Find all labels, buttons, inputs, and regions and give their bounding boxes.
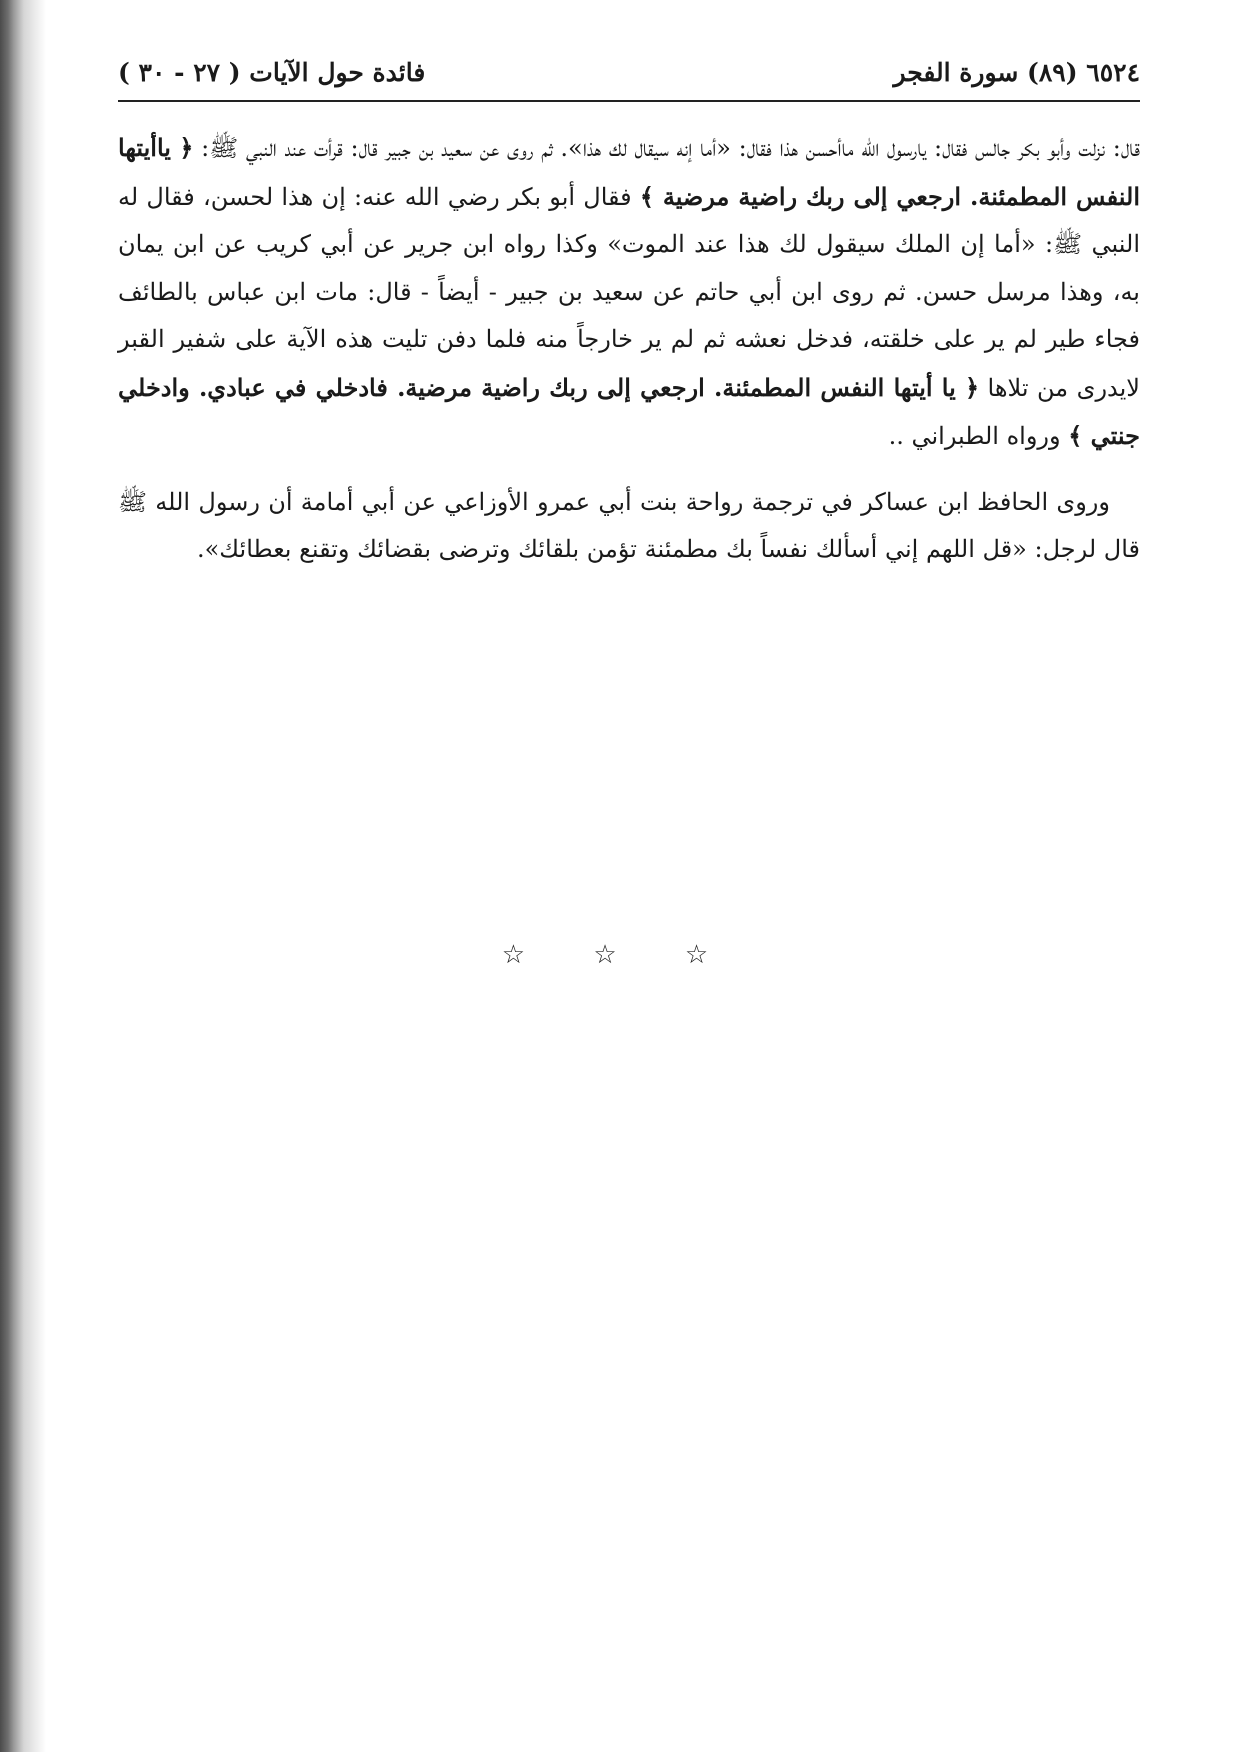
paragraph-1 bbox=[118, 124, 1140, 461]
main-text bbox=[118, 124, 1140, 574]
quran-verse: ﴿ يا أيتها النفس المطمئنة. ارجعي إلى ربك راضية مرضية. فادخلي في عبادي. وادخلي جنتي ﴾ bbox=[118, 372, 1140, 450]
header-page-and-surah bbox=[893, 58, 1140, 87]
section-end-ornament: ☆ ☆ ☆ bbox=[501, 940, 739, 970]
page-number: ٦٥٢٤ bbox=[1086, 58, 1140, 87]
text-run: فقال أبو بكر رضي الله عنه: إن هذا لحسن، فقال له النبي ﷺ: «أما إن الملك سيقول لك هذا عند الموت» وكذا رواه ابن جرير عن أبي كريب عن ابن يمان به، وهذا مرسل حسن. ثم روى ابن أبي حاتم عن سعيد بن جبير - أيضاً - قال: مات ابن عباس بالطائف فجاء طير لم ير على خلقته، فدخل نعشه ثم لم ير خارجاً منه فلما دفن تليت هذه الآية على شفير القبر لايدرى من تلاها bbox=[118, 182, 1140, 402]
header-divider bbox=[118, 100, 1140, 102]
running-header bbox=[118, 52, 1140, 102]
quran-verse: ﴿ ياأيتها النفس المطمئنة. ارجعي إلى ربك راضية مرضية ﴾ bbox=[118, 133, 1140, 211]
text-run: ورواه الطبراني .. bbox=[888, 422, 1069, 450]
section-title: فائدة حول الآيات ( ٢٧ - ٣٠ ) bbox=[118, 58, 426, 87]
text-run: قال: نزلت وأبو بكر جالس فقال: يارسول الله ماأحسن هذا فقال: «أما إنه سيقال لك هذا». ثم روى عن سعيد بن جبير قال: قرأت عند النبي ﷺ: bbox=[193, 134, 1141, 162]
paragraph-2: وروى الحافظ ابن عساكر في ترجمة رواحة بنت أبي عمرو الأوزاعي عن أبي أمامة أن رسول الله ﷺ قال لرجل: «قل اللهم إني أسألك نفساً بك مطمئنة تؤمن بلقائك وترضى بقضائك وتقنع بعطائك». bbox=[118, 487, 1140, 563]
surah-name: (٨٩) سورة الفجر bbox=[893, 58, 1078, 87]
scan-binding-shadow bbox=[0, 0, 46, 1752]
